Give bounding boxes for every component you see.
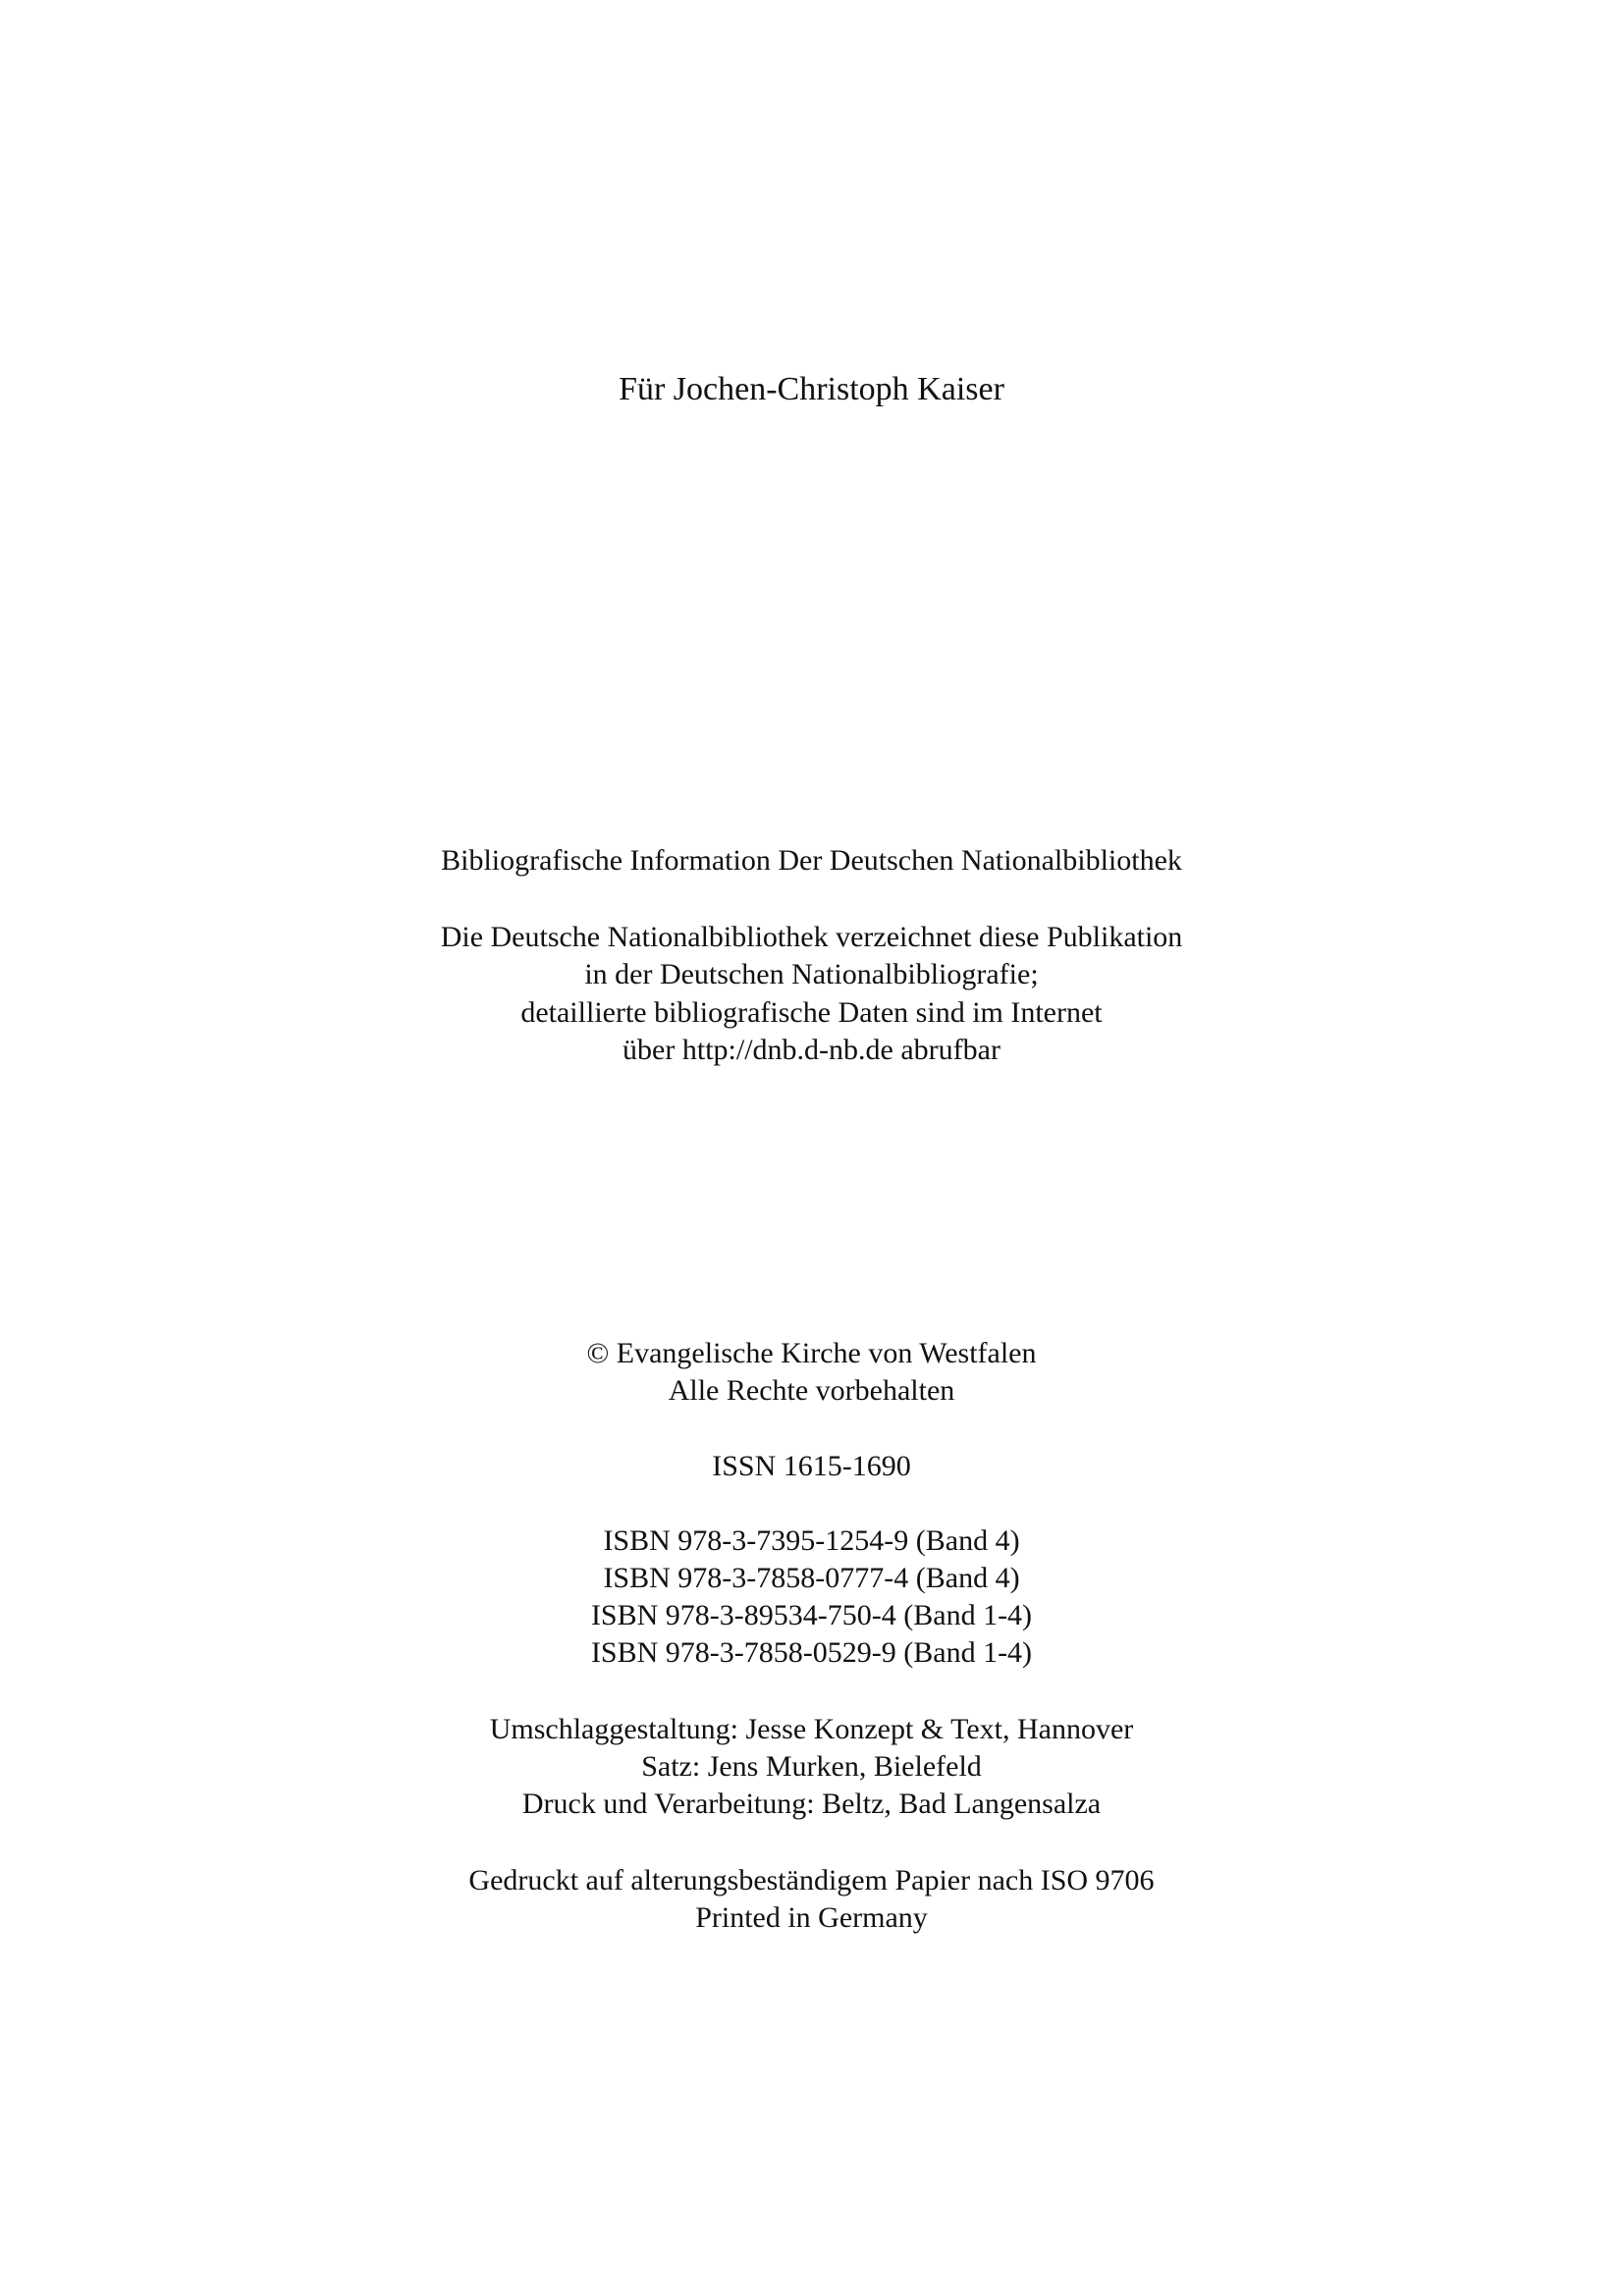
dedication: Für Jochen-Christoph Kaiser	[619, 371, 1004, 407]
bibliographic-heading: Bibliografische Information Der Deutschen Nationalbibliothek	[441, 844, 1182, 877]
production-line: Umschlaggestaltung: Jesse Konzept & Text, Hannover	[489, 1713, 1134, 1745]
isbn-line: ISBN 978-3-89534-750-4 (Band 1-4)	[590, 1599, 1033, 1631]
isbn-line: ISBN 978-3-7858-0529-9 (Band 1-4)	[590, 1636, 1033, 1669]
bibliographic-line: Die Deutsche Nationalbibliothek verzeichnet diese Publikation	[440, 921, 1183, 953]
printing-line: Gedruckt auf alterungsbeständigem Papier nach ISO 9706	[468, 1864, 1155, 1896]
printing-line: Printed in Germany	[695, 1901, 928, 1934]
production-line: Druck und Verarbeitung: Beltz, Bad Langensalza	[521, 1788, 1102, 1820]
isbn-line: ISBN 978-3-7858-0777-4 (Band 4)	[603, 1562, 1020, 1594]
copyright-holder: © Evangelische Kirche von Westfalen	[586, 1337, 1037, 1369]
copyright-rights: Alle Rechte vorbehalten	[668, 1374, 955, 1407]
bibliographic-line: detaillierte bibliografische Daten sind im Internet	[520, 996, 1103, 1029]
issn: ISSN 1615-1690	[712, 1450, 911, 1482]
isbn-line: ISBN 978-3-7395-1254-9 (Band 4)	[603, 1524, 1020, 1557]
production-line: Satz: Jens Murken, Bielefeld	[641, 1750, 982, 1783]
bibliographic-line: in der Deutschen Nationalbibliografie;	[584, 958, 1039, 990]
bibliographic-line: über http://dnb.d-nb.de abrufbar	[622, 1034, 1001, 1066]
